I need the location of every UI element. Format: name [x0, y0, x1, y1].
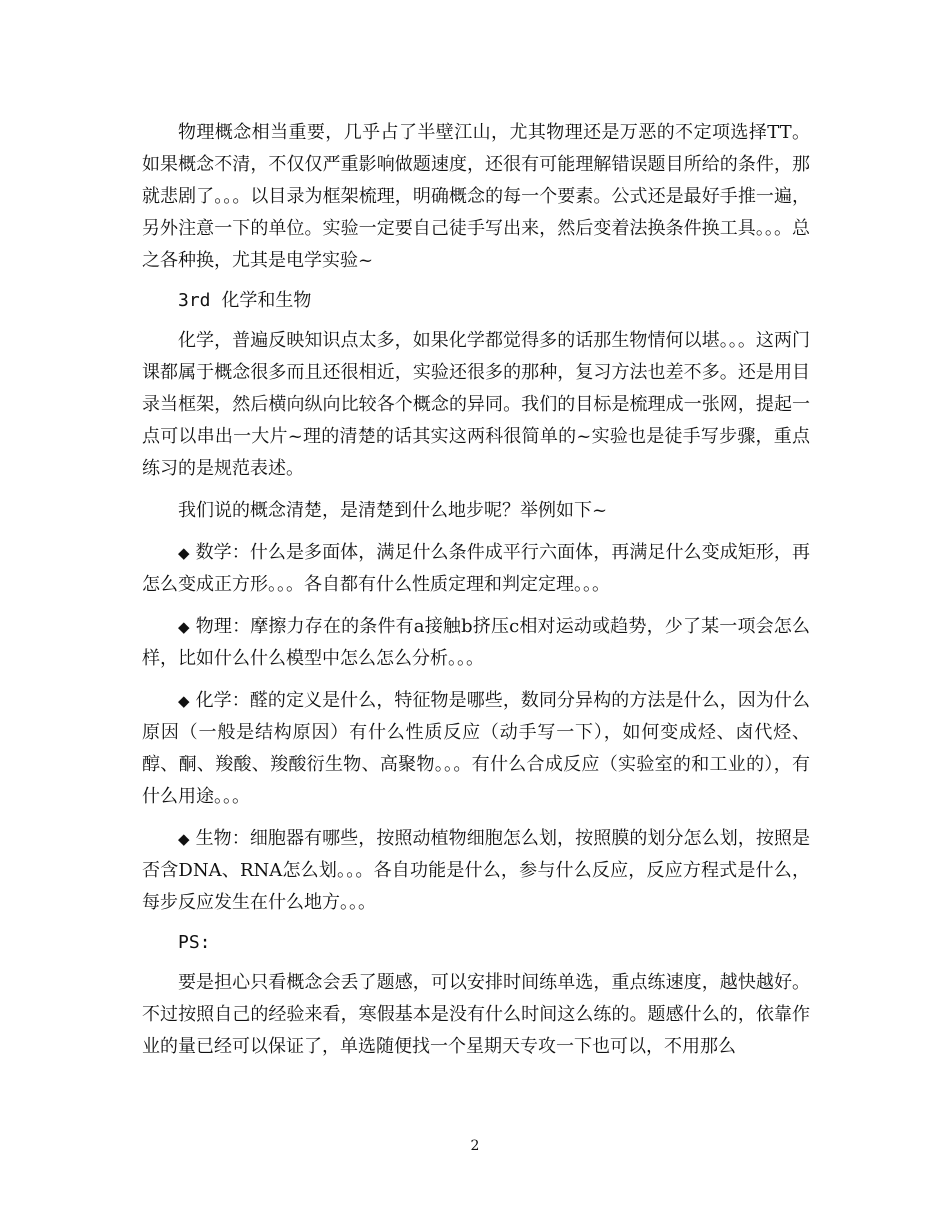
diamond-bullet-icon: ◆: [178, 544, 190, 562]
bullet-text: 生物：细胞器有哪些，按照动植物细胞怎么划，按照膜的划分怎么划，按照是否含DNA、RNA怎么划。。。各自功能是什么，参与什么反应，反应方程式是什么，每步反应发生在什么地方。。。: [142, 828, 810, 913]
ps-paragraph: 要是担心只看概念会丢了题感，可以安排时间练单选，重点练速度，越快越好。不过按照自己的经验来看，寒假基本是没有什么时间这么练的。题感什么的，依靠作业的量已经可以保证了，单选随便找一个星期天专攻一下也可以，不用那么: [142, 972, 810, 1057]
bullet-text: 物理：摩擦力存在的条件有a接触b挤压c相对运动或趋势，少了某一项会怎么样，比如什么什么模型中怎么怎么分析。。。: [142, 616, 810, 669]
intro-line: 我们说的概念清楚，是清楚到什么地步呢？举例如下~: [178, 500, 608, 521]
bullet-item-chemistry: [142, 685, 810, 813]
bullet-item-math: [142, 537, 810, 601]
diamond-bullet-icon: ◆: [178, 618, 190, 636]
bullet-text: 数学：什么是多面体，满足什么条件成平行六面体，再满足什么变成矩形，再怎么变成正方形。。。各自都有什么性质定理和判定定理。。。: [142, 542, 810, 595]
section-heading: [142, 287, 810, 315]
document-body: [142, 117, 810, 1073]
bullet-text: 化学：醛的定义是什么，特征物是哪些，数同分异构的方法是什么，因为什么原因（一般是结构原因）有什么性质反应（动手写一下），如何变成烃、卤代烃、醇、酮、羧酸、羧酸衍生物、高聚物。。。有什么合成反应（实验室的和工业的），有什么用途。。。: [142, 690, 810, 807]
diamond-bullet-icon: ◆: [178, 692, 190, 710]
section-heading-prefix: 3rd: [178, 290, 211, 311]
page-number: 2: [470, 1138, 480, 1154]
bullet-item-biology: [142, 823, 810, 919]
bullet-item-physics: [142, 611, 810, 675]
chem-bio-paragraph: 化学，普遍反映知识点太多，如果化学都觉得多的话那生物情何以堪。。。这两门课都属于概念很多而且还很相近，实验还很多的那种，复习方法也差不多。还是用目录当框架，然后横向纵向比较各个概念的异同。我们的目标是梳理成一张网，提起一点可以串出一大片~理的清楚的话其实这两科很简单的~实验也是徒手写步骤，重点练习的是规范表述。: [142, 330, 810, 479]
ps-label: PS:: [178, 932, 211, 953]
physics-paragraph: 物理概念相当重要，几乎占了半壁江山，尤其物理还是万恶的不定项选择TT。如果概念不清，不仅仅严重影响做题速度，还很有可能理解错误题目所给的条件，那就悲剧了。。。以目录为框架梳理，明确概念的每一个要素。公式还是最好手推一遍，另外注意一下的单位。实验一定要自己徒手写出来，然后变着法换条件换工具。。。总之各种换，尤其是电学实验~: [142, 122, 810, 271]
section-heading-title: 化学和生物: [221, 290, 312, 311]
diamond-bullet-icon: ◆: [178, 830, 190, 848]
